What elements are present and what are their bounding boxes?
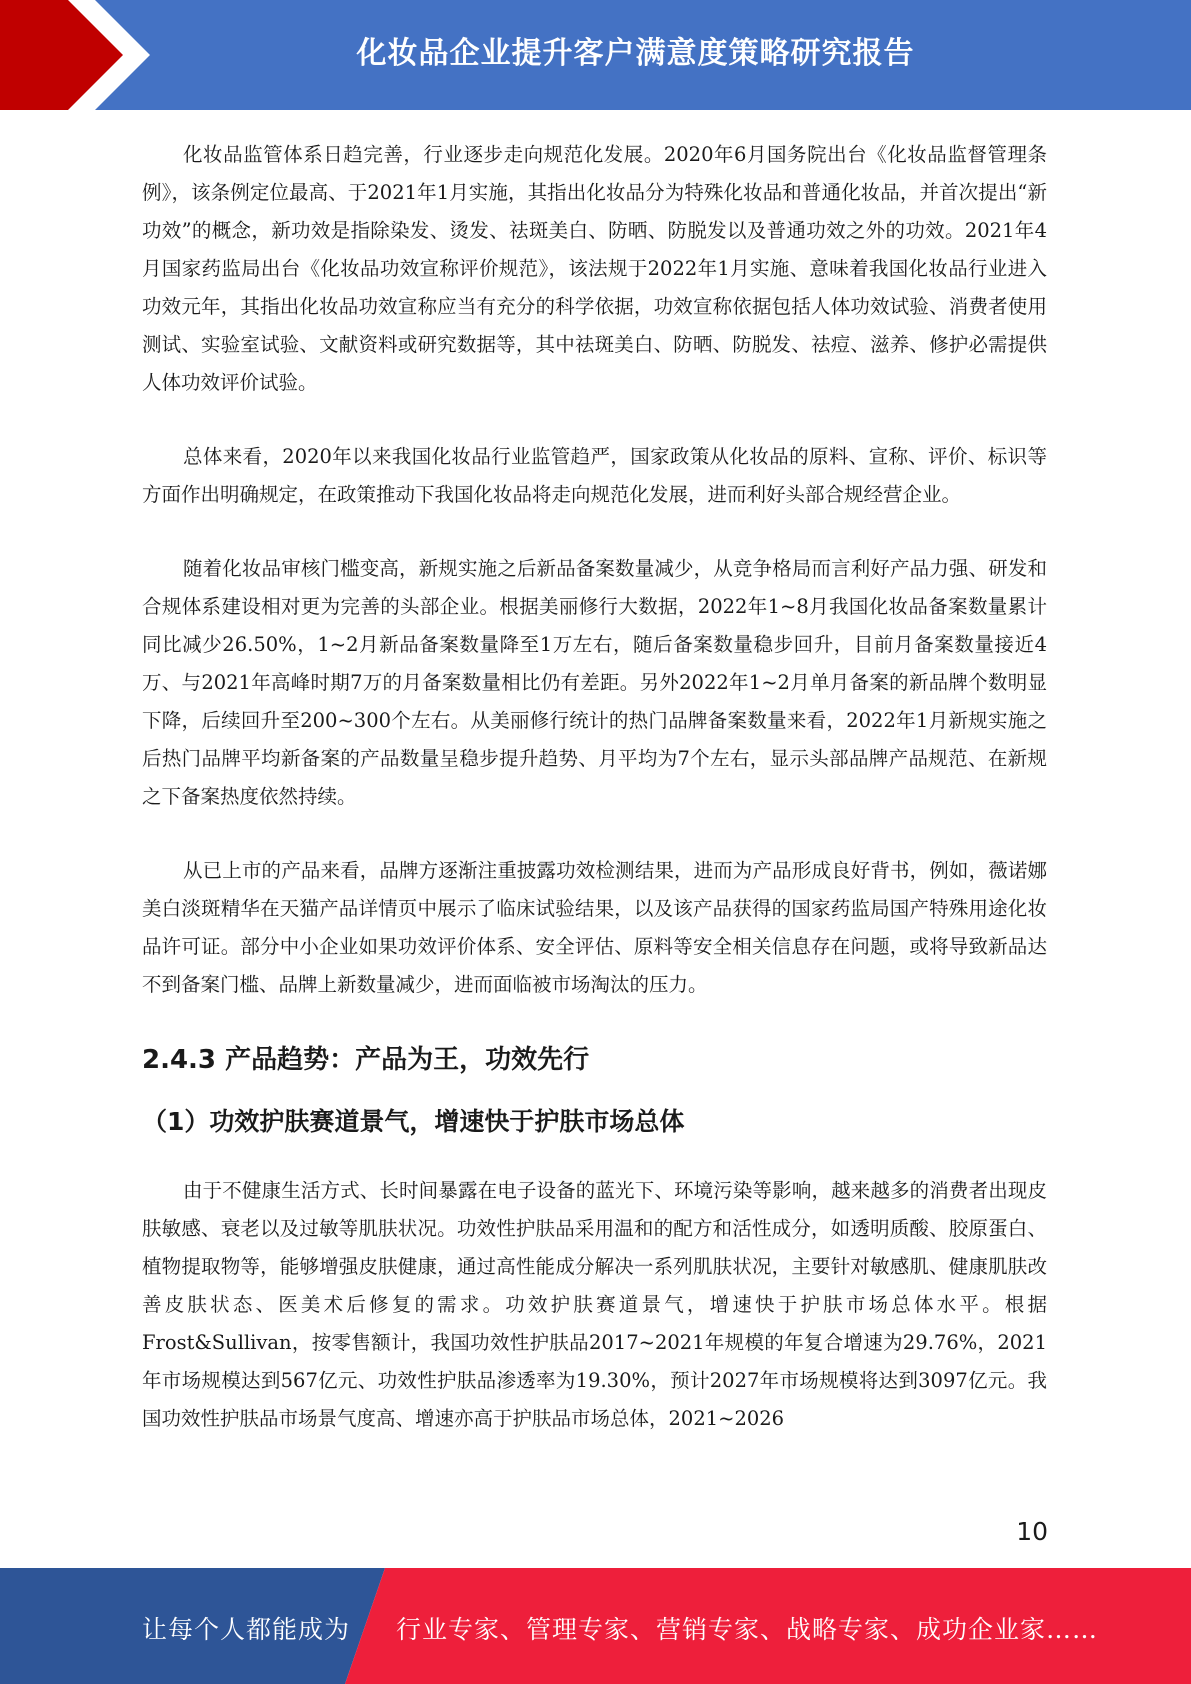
section-heading: 2.4.3 产品趋势：产品为王，功效先行 xyxy=(142,1045,590,1075)
page-number: 10 xyxy=(1016,1517,1048,1546)
page-content xyxy=(142,136,1047,1474)
paragraph-filing-data: 随着化妆品审核门槛变高，新规实施之后新品备案数量减少，从竞争格局而言利好产品力强、研发和合规体系建设相对更为完善的头部企业。根据美丽修行大数据，2022年1~8月我国化妆品备案数量累计同比减少26.50%，1~2月新品备案数量降至1万左右，随后备案数量稳步回升，目前月备案数量接近4万、与2021年高峰时期7万的月备案数量相比仍有差距。另外2022年1~2月单月备案的新品牌个数明显下降，后续回升至200~300个左右。从美丽修行统计的热门品牌备案数量来看，2022年1月新规实施之后热门品牌平均新备案的产品数量呈稳步提升趋势、月平均为7个左右，显示头部品牌产品规范、在新规之下备案热度依然持续。 xyxy=(142,557,1047,808)
paragraph-summary: 总体来看，2020年以来我国化妆品行业监管趋严，国家政策从化妆品的原料、宣称、评价、标识等方面作出明确规定，在政策推动下我国化妆品将走向规范化发展，进而利好头部合规经营企业。 xyxy=(142,445,1047,506)
paragraph-efficacy-disclosure: 从已上市的产品来看，品牌方逐渐注重披露功效检测结果，进而为产品形成良好背书，例如，薇诺娜美白淡斑精华在天猫产品详情页中展示了临床试验结果，以及该产品获得的国家药监局国产特殊用途化妆品许可证。部分中小企业如果功效评价体系、安全评估、原料等安全相关信息存在问题，或将导致新品达不到备案门槛、品牌上新数量减少，进而面临被市场淘汰的压力。 xyxy=(142,859,1047,996)
footer-slogan-right: 行业专家、管理专家、营销专家、战略专家、成功企业家…… xyxy=(396,1615,1099,1644)
paragraph-functional-skincare: 由于不健康生活方式、长时间暴露在电子设备的蓝光下、环境污染等影响，越来越多的消费者出现皮肤敏感、衰老以及过敏等肌肤状况。功效性护肤品采用温和的配方和活性成分，如透明质酸、胶原蛋白、植物提取物等，能够增强皮肤健康，通过高性能成分解决一系列肌肤状况，主要针对敏感肌、健康肌肤改善皮肤状态、医美术后修复的需求。功效护肤赛道景气，增速快于护肤市场总体水平。根据Frost&Sullivan，按零售额计，我国功效性护肤品2017~2021年规模的年复合增速为29.76%，2021年市场规模达到567亿元、功效性护肤品渗透率为19.30%，预计2027年市场规模将达到3097亿元。我国功效性护肤品市场景气度高、增速亦高于护肤品市场总体，2021~2026 xyxy=(142,1179,1047,1430)
report-title: 化妆品企业提升客户满意度策略研究报告 xyxy=(356,36,915,71)
subsection-heading: （1）功效护肤赛道景气，增速快于护肤市场总体 xyxy=(142,1107,685,1136)
footer-slogan-left: 让每个人都能成为 xyxy=(142,1615,351,1644)
footer-band xyxy=(0,1568,1191,1684)
header-band xyxy=(0,0,1191,110)
header-arrow-decoration xyxy=(0,0,160,110)
paragraph-regulation: 化妆品监管体系日趋完善，行业逐步走向规范化发展。2020年6月国务院出台《化妆品监督管理条例》，该条例定位最高、于2021年1月实施，其指出化妆品分为特殊化妆品和普通化妆品，并首次提出“新功效”的概念，新功效是指除染发、烫发、祛斑美白、防晒、防脱发以及普通功效之外的功效。2021年4月国家药监局出台《化妆品功效宣称评价规范》，该法规于2022年1月实施、意味着我国化妆品行业进入功效元年，其指出化妆品功效宣称应当有充分的科学依据，功效宣称依据包括人体功效试验、消费者使用测试、实验室试验、文献资料或研究数据等，其中祛斑美白、防晒、防脱发、祛痘、滋养、修护必需提供人体功效评价试验。 xyxy=(142,143,1047,394)
